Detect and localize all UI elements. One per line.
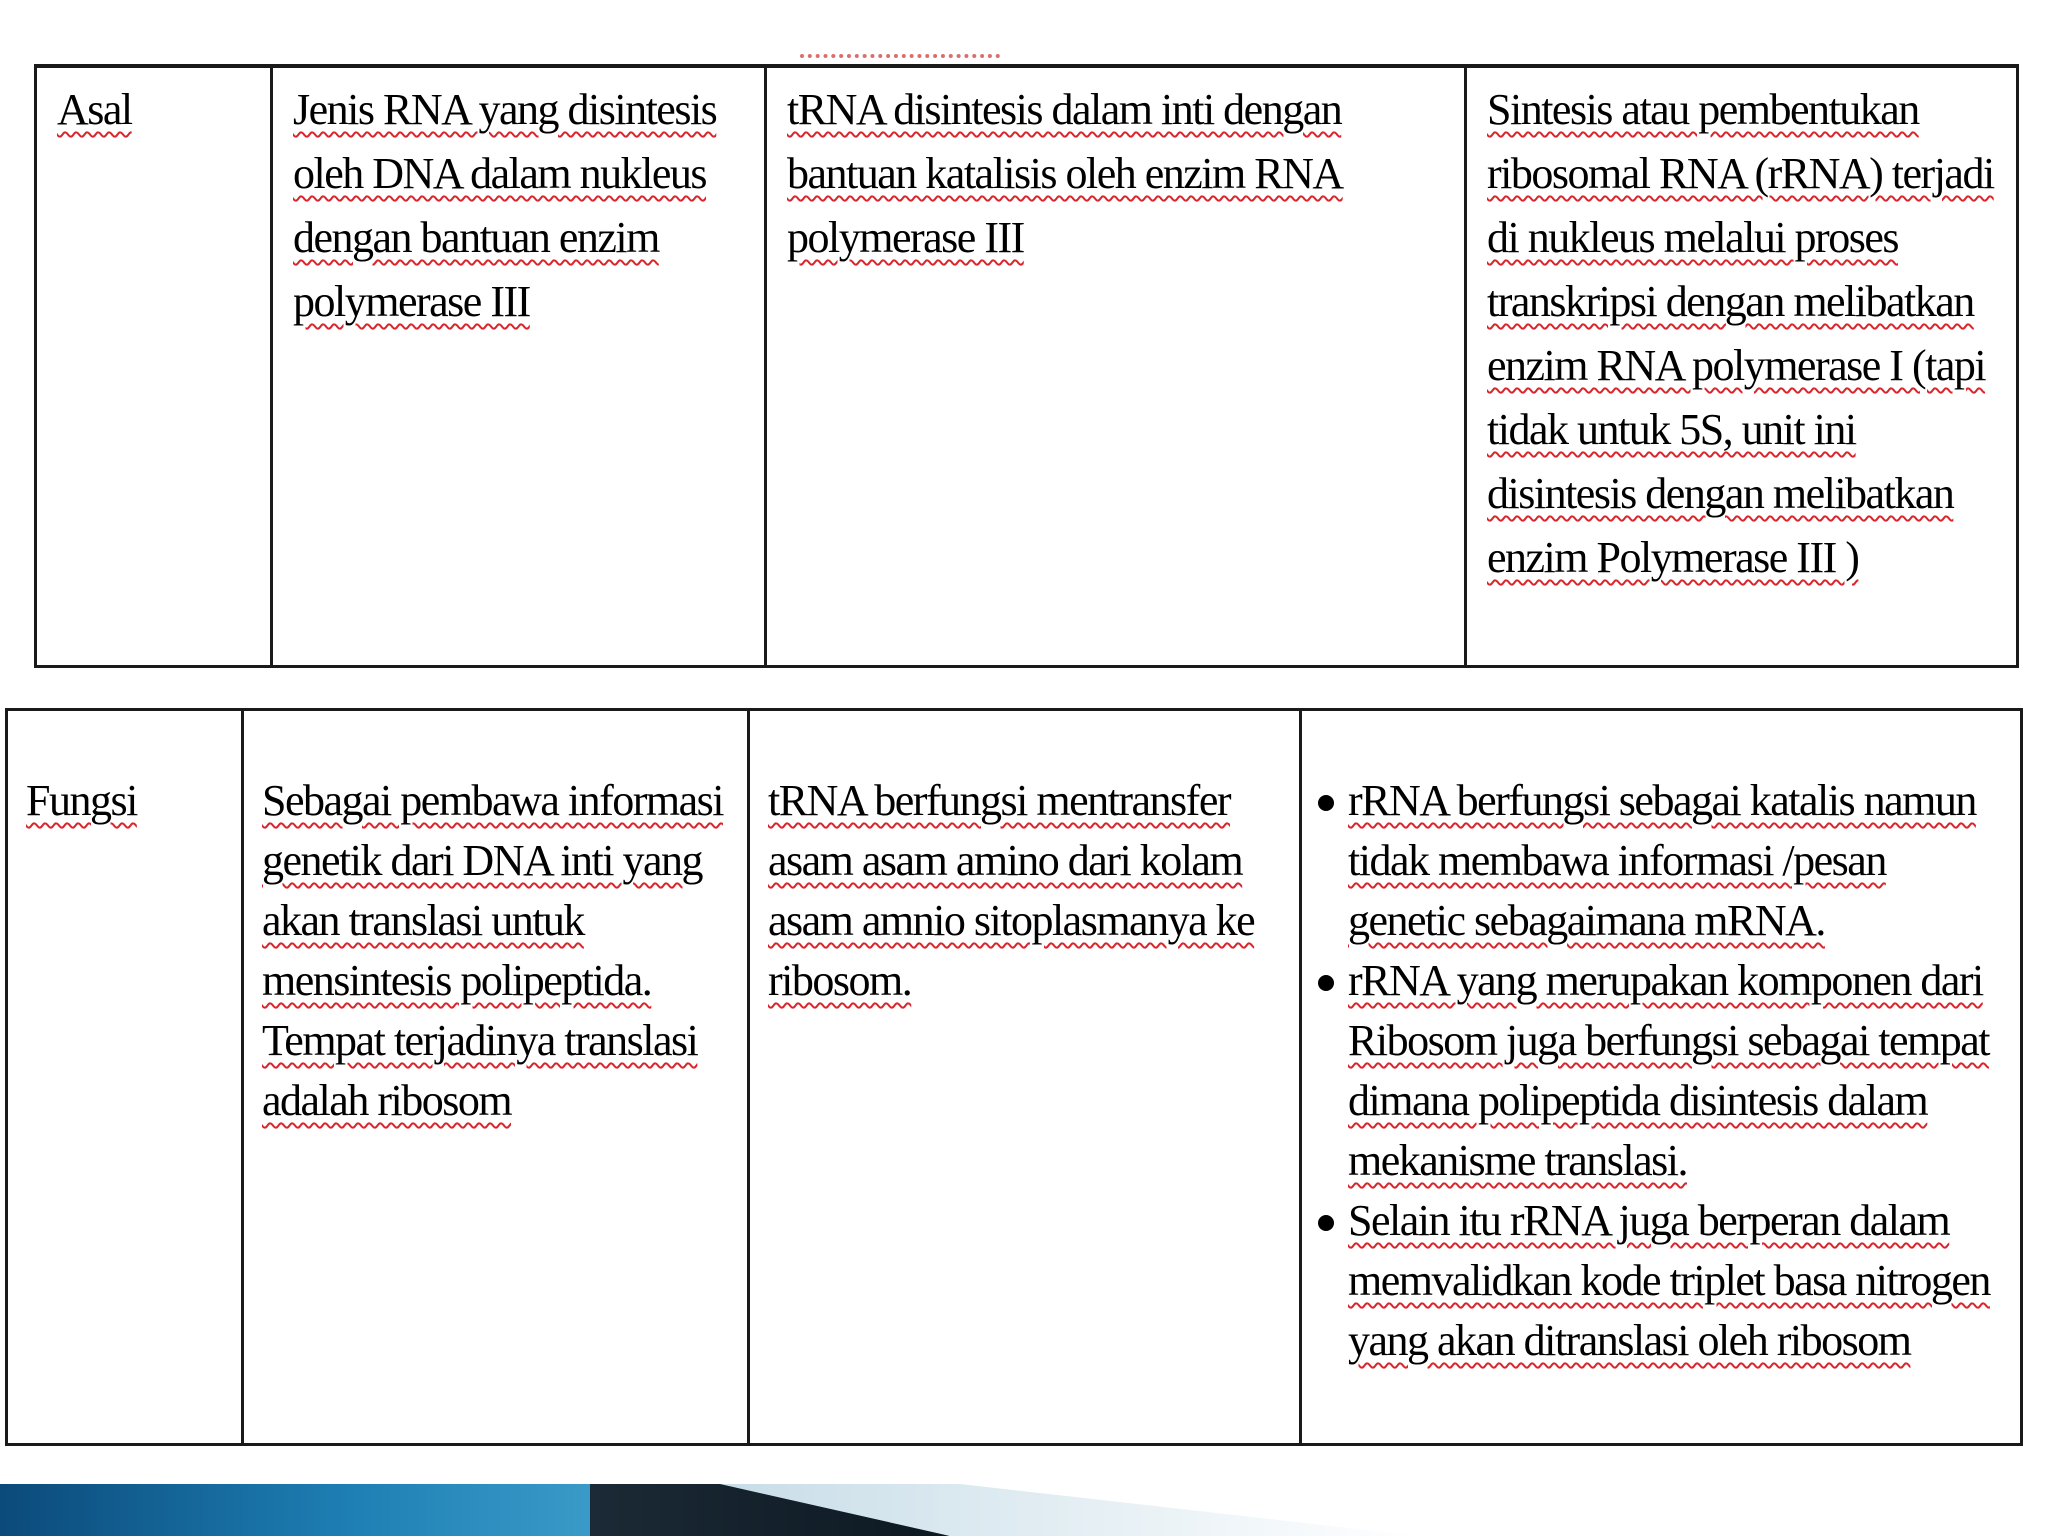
list-item-text: Selain itu rRNA juga berperan dalam memvalidkan kode triplet basa nitrogen yang akan ditranslasi oleh ribosom	[1348, 1196, 1990, 1365]
list-item	[1348, 1191, 2002, 1371]
bullet-list	[1320, 771, 2002, 1371]
asal-label-cell	[36, 66, 272, 666]
list-item-text: rRNA berfungsi sebagai katalis namun tidak membawa informasi /pesan genetic sebagaimana mRNA.	[1348, 776, 1976, 945]
asal-table	[34, 64, 2019, 668]
fungsi-mrna-cell	[243, 710, 749, 1445]
asal-mrna-cell	[272, 66, 766, 666]
asal-trna-cell	[766, 66, 1466, 666]
list-item	[1348, 771, 2002, 951]
cell-text: Tempat terjadinya translasi adalah ribosom	[262, 1016, 698, 1125]
table-row	[7, 710, 2022, 1445]
cell-text: tRNA berfungsi mentransfer asam asam amino dari kolam asam amnio sitoplasmanya ke ribosom.	[768, 776, 1255, 1005]
cropped-text-fragment	[800, 40, 1000, 58]
asal-rrna-cell	[1466, 66, 2018, 666]
row-label: Fungsi	[26, 776, 137, 825]
cell-text: tRNA disintesis dalam inti dengan bantuan katalisis oleh enzim RNA polymerase III	[787, 85, 1343, 262]
fungsi-rrna-cell	[1301, 710, 2022, 1445]
table-row	[36, 66, 2018, 666]
cell-text: Sintesis atau pembentukan ribosomal RNA (rRNA) terjadi di nukleus melalui proses transkripsi dengan melibatkan enzim RNA polymerase I (tapi tidak untuk 5S, unit ini disintesis dengan melibatkan enzim Polymerase III )	[1487, 85, 1994, 582]
fungsi-label-cell	[7, 710, 243, 1445]
list-item-text: rRNA yang merupakan komponen dari Ribosom juga berfungsi sebagai tempat dimana polipeptida disintesis dalam mekanisme translasi.	[1348, 956, 1990, 1185]
fungsi-trna-cell	[749, 710, 1301, 1445]
decorative-banner	[0, 1484, 2048, 1536]
row-label: Asal	[57, 85, 132, 134]
fungsi-table	[5, 708, 2023, 1446]
cell-text: Jenis RNA yang disintesis oleh DNA dalam nukleus dengan bantuan enzim polymerase III	[293, 85, 717, 326]
list-item	[1348, 951, 2002, 1191]
cell-text: Sebagai pembawa informasi genetik dari DNA inti yang akan translasi untuk mensintesis polipeptida.	[262, 776, 724, 1005]
